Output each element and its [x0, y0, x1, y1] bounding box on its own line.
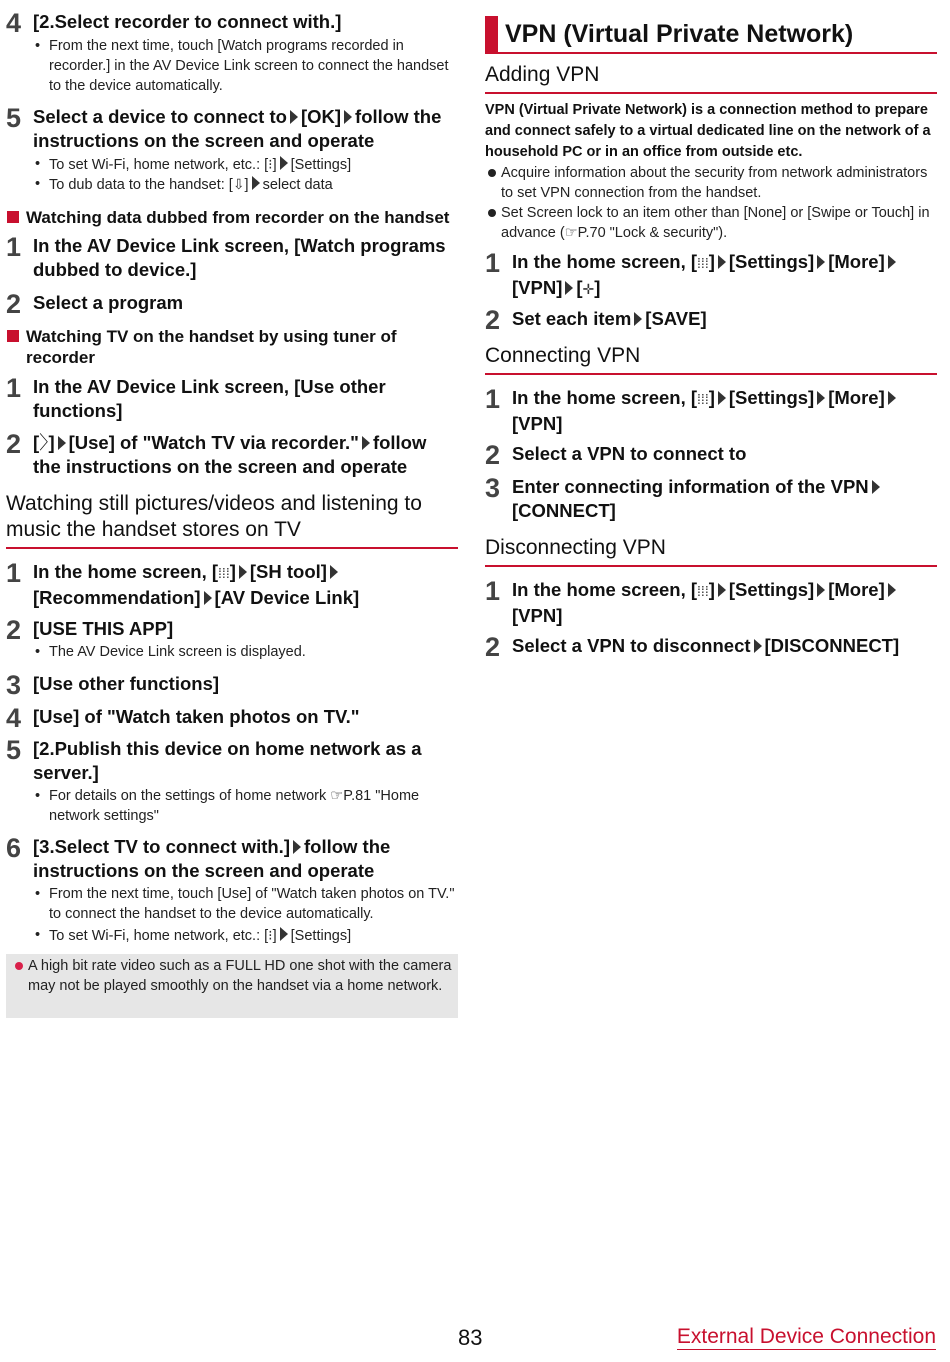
arrow-icon: [634, 312, 642, 326]
heading-disconnecting-vpn: Disconnecting VPN: [485, 535, 937, 567]
step-part: ]: [708, 251, 715, 272]
arrow-icon: [280, 156, 288, 170]
page-number: 83: [458, 1325, 483, 1350]
arrow-icon: [344, 110, 352, 124]
step-text: Select a VPN to connect to: [512, 443, 747, 464]
step-number: 1: [6, 558, 22, 588]
step-number: 2: [485, 440, 501, 470]
arrow-icon: [293, 840, 301, 854]
step-part: Set each item: [512, 308, 632, 329]
step-number: 3: [485, 473, 501, 503]
menu-icon: ⁝: [268, 927, 273, 943]
step-part: follow the instructions on the screen and operate: [33, 836, 391, 881]
text: select data: [262, 177, 333, 193]
menu-icon: ⁝: [268, 156, 273, 172]
step-part: ]: [708, 387, 715, 408]
step-part: In the home screen, [: [512, 579, 698, 600]
still-step-6-bullet-2: [33, 925, 458, 946]
step-part: [3.Select TV to connect with.]: [33, 836, 290, 857]
step-number: 1: [485, 384, 501, 414]
heading-adding-vpn: Adding VPN: [485, 62, 937, 94]
step-text: [512, 634, 937, 658]
arrow-icon: [817, 583, 825, 597]
step-part: [VPN]: [512, 604, 563, 626]
step-5-bullet-1: [33, 154, 458, 175]
arrow-icon: [330, 565, 338, 579]
step-part: [More]: [828, 387, 885, 408]
step-number: 1: [6, 373, 22, 403]
step-text: Select a program: [33, 292, 184, 313]
arrow-icon: [58, 436, 66, 450]
step-part: [VPN]: [512, 412, 563, 434]
step-number: 2: [485, 305, 501, 335]
step-text: [USE THIS APP]: [33, 618, 174, 639]
step-part: [SAVE]: [645, 308, 707, 329]
step-number: 2: [6, 615, 22, 645]
text: ]: [244, 177, 249, 193]
step-number: 2: [6, 289, 22, 319]
step-text: [Use] of "Watch taken photos on TV.": [33, 706, 360, 727]
step-text: [2.Select recorder to connect with.]: [33, 11, 342, 32]
step-part: [More]: [828, 579, 885, 600]
step-part: [Settings]: [728, 579, 815, 600]
step-part: Enter connecting information of the VPN: [512, 476, 869, 497]
step-part: In the home screen, [: [512, 387, 698, 408]
step-part: In the home screen, [: [33, 561, 219, 582]
step-number: 3: [6, 670, 22, 700]
heading-still-pictures: Watching still pictures/videos and listening to music the handset stores on TV: [6, 491, 458, 549]
arrow-icon: [718, 255, 726, 269]
still-step-6-bullet-1: • From the next time, touch [Use] of "Watch taken photos on TV." to connect the handset to the device automatically.: [33, 884, 458, 924]
step-text: In the AV Device Link screen, [Use other functions]: [33, 376, 386, 421]
text: To dub data to the handset: [: [49, 177, 233, 193]
step-text: [33, 105, 458, 152]
step-text: In the AV Device Link screen, [Watch programs dubbed to device.]: [33, 235, 446, 280]
step-number: 4: [6, 703, 22, 733]
step-text: [2.Publish this device on home network as a server.]: [33, 738, 422, 783]
text: [Settings]: [290, 928, 352, 944]
step-4-bullet: • From the next time, touch [Watch programs recorded in recorder.] in the AV Device Link screen to connect the handset to the device automatically.: [33, 36, 458, 96]
banner-bar: [485, 16, 498, 52]
apps-icon: ⁞⁞⁞: [697, 391, 709, 407]
arrow-icon: [718, 391, 726, 405]
step-part: follow the instructions on the screen and operate: [33, 106, 442, 151]
intro-text: VPN (Virtual Private Network) is a connection method to prepare and connect safely to a virtual dedicated line on the network of a household PC or in an office from outside etc.: [485, 102, 931, 160]
step-part: [VPN]: [512, 276, 563, 298]
text: ]: [272, 928, 277, 944]
step-part: ]: [48, 432, 55, 453]
section-link[interactable]: External Device Connection: [676, 1325, 936, 1348]
step-part: Select a VPN to disconnect: [512, 635, 751, 656]
step-part: Select a device to connect to: [33, 106, 287, 127]
info-bullet-2: Set Screen lock to an item other than [None] or [Swipe or Touch] in advance (☞P.70 "Lock & security").: [485, 203, 937, 243]
note-box: [6, 954, 458, 1018]
step-number: 6: [6, 833, 22, 863]
step-text: [33, 431, 458, 478]
step-part: [More]: [828, 251, 885, 272]
step-part: In the home screen, [: [512, 251, 698, 272]
step-number: 2: [485, 632, 501, 662]
banner-title: VPN (Virtual Private Network): [505, 20, 854, 48]
step-number: 1: [485, 248, 501, 278]
subheading-dubbed: Watching data dubbed from recorder on the handset: [6, 207, 458, 228]
arrow-icon: [888, 255, 896, 269]
step-text: [512, 386, 937, 435]
step-text: [512, 578, 937, 627]
still-step-5-bullet: • For details on the settings of home network ☞P.81 "Home network settings": [33, 786, 458, 826]
step-part: ]: [594, 276, 601, 298]
step-part: [Settings]: [728, 387, 815, 408]
arrow-icon: [888, 583, 896, 597]
step-text: [512, 475, 937, 522]
arrow-icon: [204, 591, 212, 605]
note-text: A high bit rate video such as a FULL HD one shot with the camera may not be played smoothly on the handset via a home network.: [12, 956, 452, 996]
step-part: ]: [708, 579, 715, 600]
step-number: 2: [6, 429, 22, 459]
step-part: [SH tool]: [249, 561, 327, 582]
step-part: [Settings]: [728, 251, 815, 272]
section-banner: [485, 16, 937, 54]
text: To set Wi-Fi, home network, etc.: [: [49, 928, 269, 944]
arrow-icon: [252, 176, 260, 190]
step-part: [Use] of "Watch TV via recorder.": [68, 432, 359, 453]
step-number: 5: [6, 103, 22, 133]
step-text: [512, 307, 937, 331]
arrow-icon: [565, 281, 573, 295]
arrow-icon: [817, 255, 825, 269]
arrow-icon: [239, 565, 247, 579]
step-part: [DISCONNECT]: [764, 635, 900, 656]
apps-icon: ⁞⁞⁞: [697, 583, 709, 599]
step-text: [33, 835, 458, 882]
step-number: 4: [6, 8, 22, 38]
dub-icon: ⇩: [232, 176, 245, 192]
step-part: [CONNECT]: [512, 499, 616, 521]
step-number: 1: [485, 576, 501, 606]
still-step-2-bullet: • The AV Device Link screen is displayed.: [33, 642, 458, 662]
arrow-icon: [872, 480, 880, 494]
step-text: [Use other functions]: [33, 673, 220, 694]
arrow-icon: [362, 436, 370, 450]
step-part: follow the instructions on the screen and operate: [33, 432, 427, 477]
step-number: 1: [6, 232, 22, 262]
text: [Settings]: [290, 157, 352, 173]
heading-connecting-vpn: Connecting VPN: [485, 343, 937, 375]
text: ]: [272, 157, 277, 173]
apps-icon: ⁞⁞⁞: [697, 255, 709, 271]
step-part: [: [576, 276, 583, 298]
subheading-tuner: Watching TV on the handset by using tuner of recorder: [6, 326, 458, 368]
step-part: [Recommendation]: [33, 586, 201, 608]
step-5-bullet-2: [33, 174, 458, 195]
step-text: [33, 560, 458, 609]
step-part: [OK]: [300, 106, 342, 127]
chevron-right-icon: 〉: [39, 432, 49, 453]
info-bullet-1: Acquire information about the security from network administrators to set VPN connection from the handset.: [485, 163, 937, 203]
apps-icon: ⁞⁞⁞: [218, 565, 230, 581]
step-number: 5: [6, 735, 22, 765]
add-icon: ✛: [582, 280, 595, 297]
step-part: [: [33, 432, 40, 453]
step-text: [512, 250, 937, 301]
arrow-icon: [817, 391, 825, 405]
step-part: [AV Device Link]: [214, 586, 360, 608]
arrow-icon: [888, 391, 896, 405]
arrow-icon: [718, 583, 726, 597]
arrow-icon: [280, 927, 288, 941]
text: To set Wi-Fi, home network, etc.: [: [49, 157, 269, 173]
step-part: ]: [229, 561, 236, 582]
arrow-icon: [290, 110, 298, 124]
arrow-icon: [754, 639, 762, 653]
